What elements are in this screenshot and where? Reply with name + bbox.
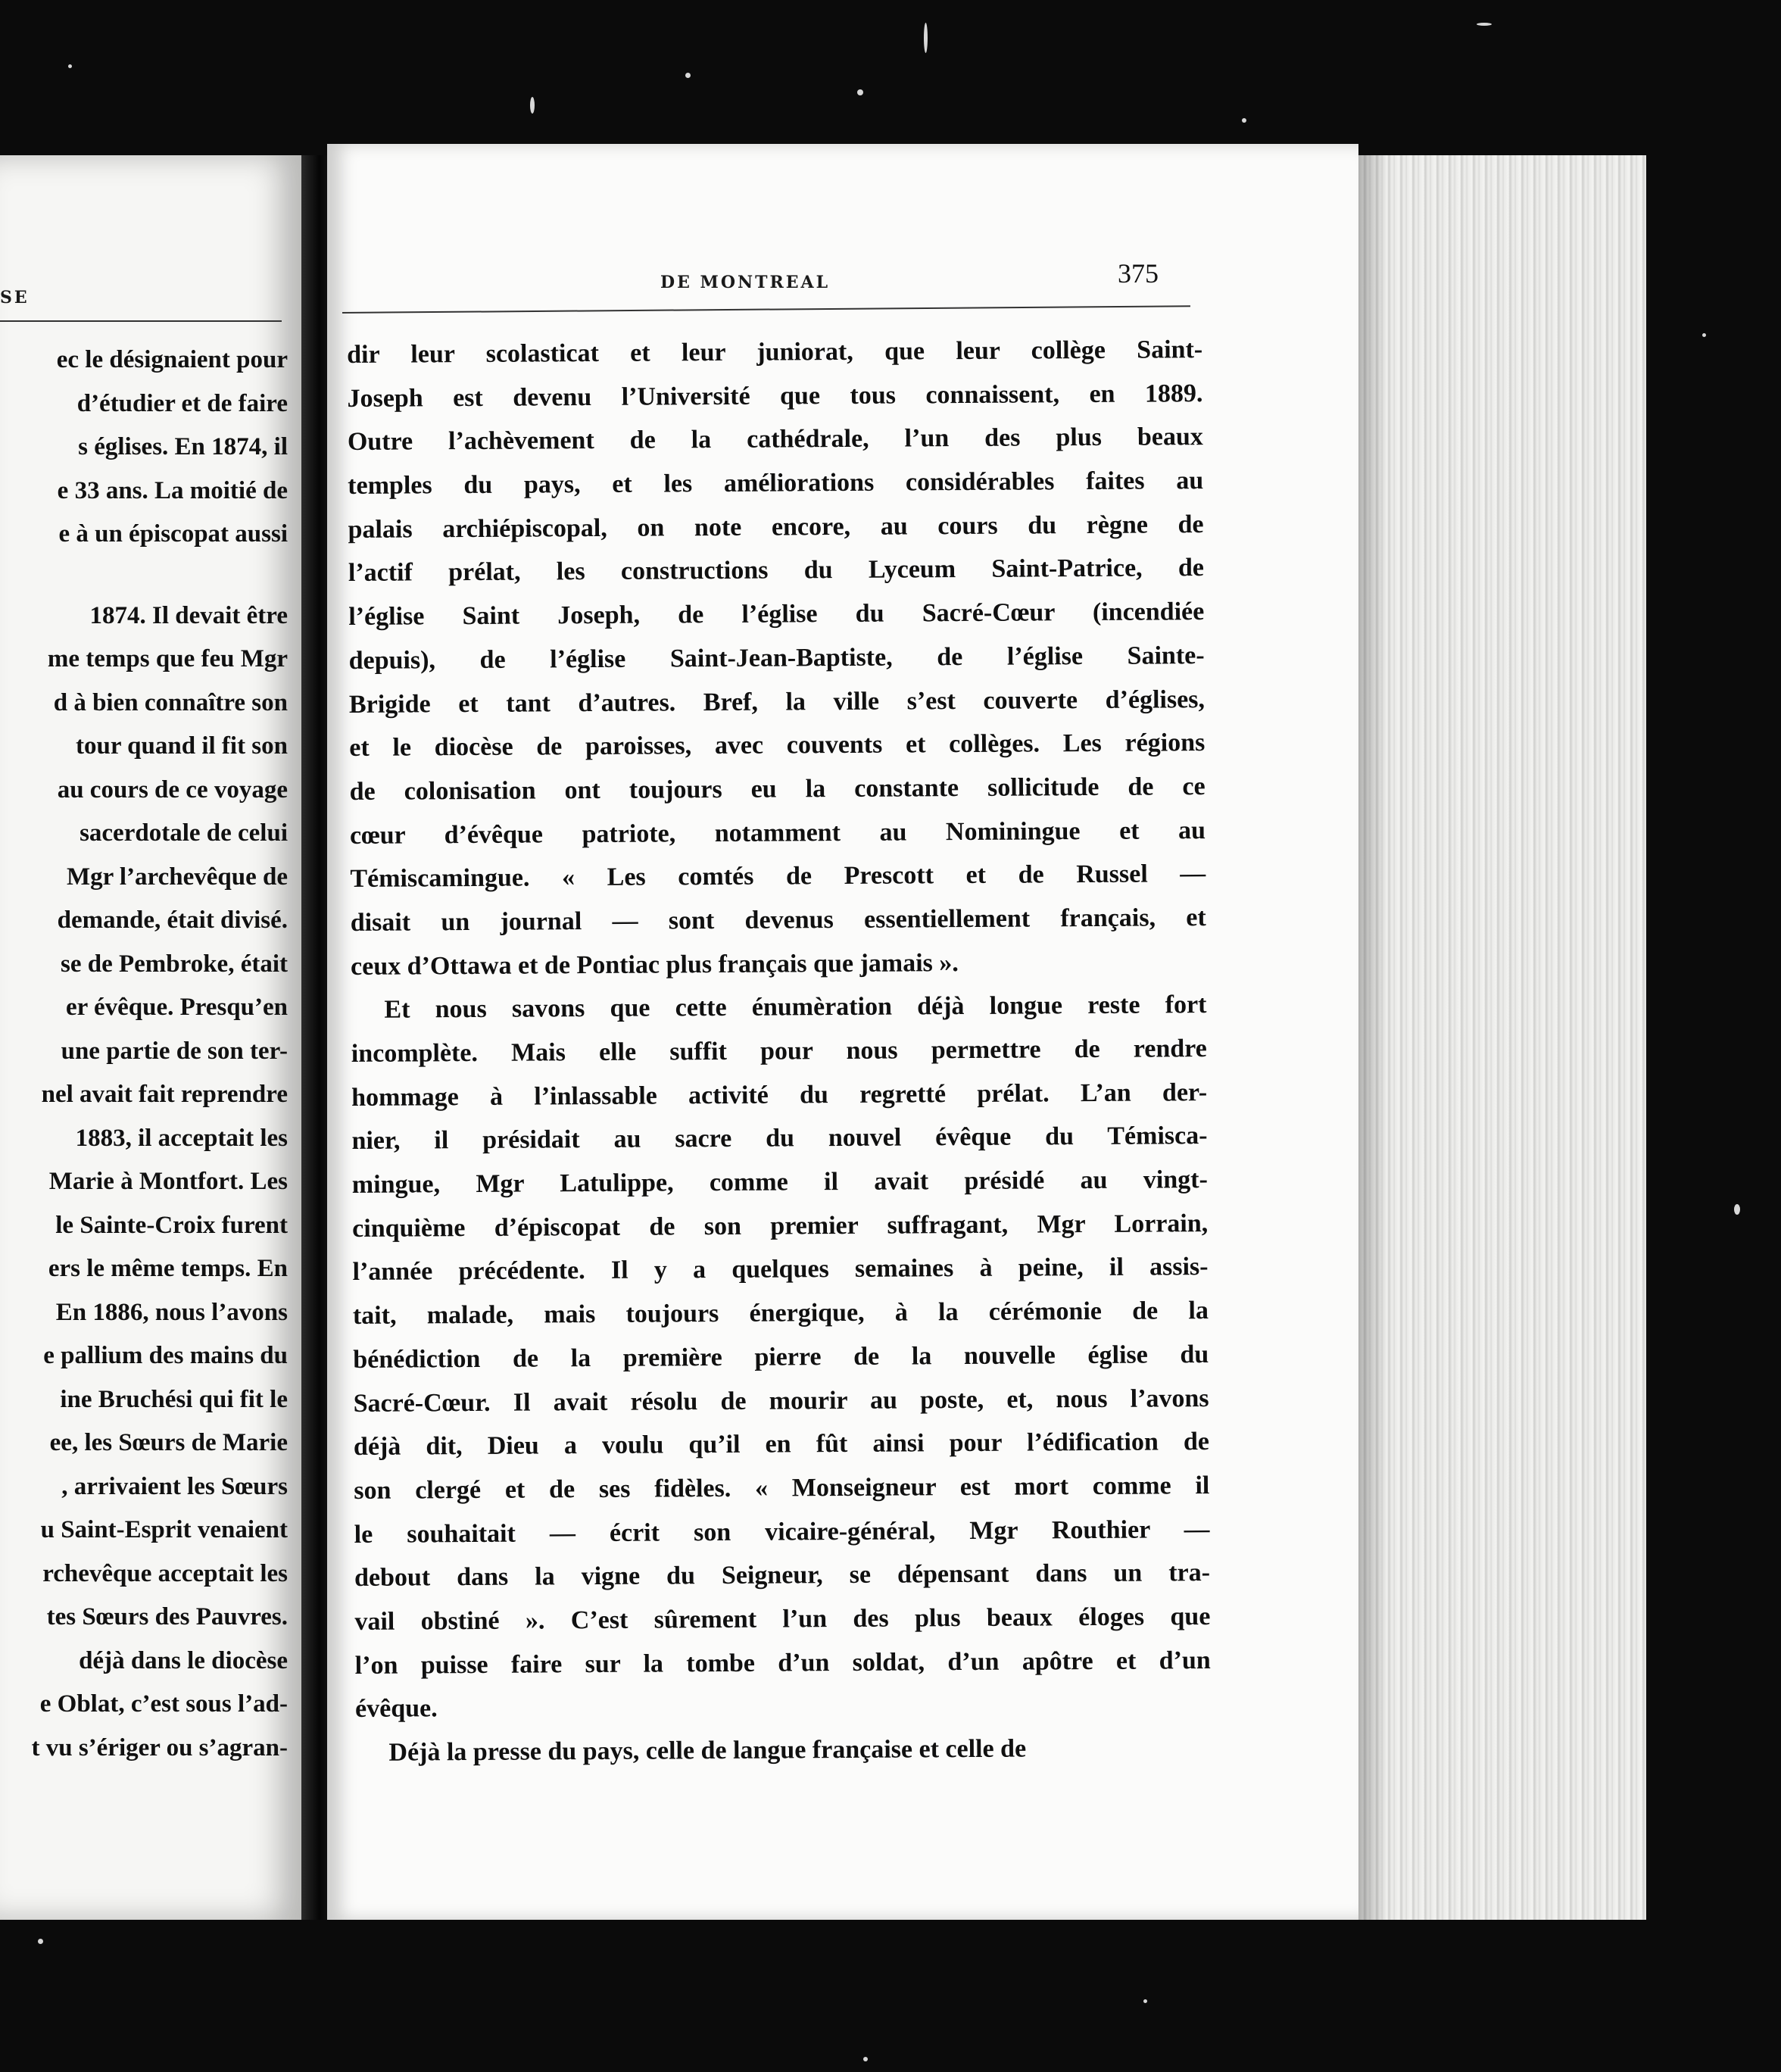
left-text-line: , arrivaient les Sœurs: [61, 1472, 288, 1500]
left-text-line: ine Bruchési qui fit le: [60, 1385, 288, 1413]
text-line: tait, malade, mais toujours énergique, à la cérémonie de la: [352, 1297, 1209, 1331]
left-text-line: ers le même temps. En: [48, 1255, 288, 1282]
page-number: 375: [1118, 258, 1159, 289]
left-text-line: demande, était divisé.: [57, 906, 288, 934]
dust-speck: [685, 73, 691, 78]
text-line: dir leur scolasticat et leur juniorat, que leur collège Saint-: [347, 335, 1203, 369]
dust-speck: [1477, 23, 1492, 26]
text-line: depuis), de l’église Saint-Jean-Baptiste, de l’église Sainte-: [348, 641, 1205, 675]
running-title: DE MONTREAL: [660, 273, 831, 292]
left-text-line: t vu s’ériger ou s’agran-: [31, 1733, 288, 1762]
text-line: vail obstiné ». C’est sûrement l’un des plus beaux éloges que: [354, 1602, 1211, 1636]
left-text-line: me temps que feu Mgr: [47, 645, 288, 672]
left-text-line: e pallium des mains du: [43, 1342, 288, 1369]
text-line: l’on puisse faire sur la tombe d’un soldat, d’un apôtre et d’un: [354, 1646, 1211, 1680]
text-line: disait un journal — sont devenus essentiellement français, et: [350, 903, 1206, 937]
running-head: [327, 257, 1358, 303]
dust-speck: [1143, 1999, 1147, 2003]
book-page-edges: [1358, 155, 1646, 1920]
text-line: l’actif prélat, les constructions du Lyceum Saint-Patrice, de: [348, 554, 1205, 588]
left-text-line: tes Sœurs des Pauvres.: [46, 1603, 288, 1630]
left-text-line: au cours de ce voyage: [57, 775, 288, 804]
text-line: nier, il présidait au sacre du nouvel évêque du Témisca-: [351, 1122, 1208, 1156]
page-edge-shadow: [1358, 155, 1389, 1920]
left-text-line: e Oblat, c’est sous l’ad-: [39, 1690, 288, 1718]
left-text-line: u Saint-Esprit venaient: [40, 1516, 288, 1543]
text-line: temples du pays, et les améliorations considérables faites au: [348, 467, 1204, 501]
text-line: debout dans la vigne du Seigneur, se dépensant dans un tra-: [354, 1559, 1211, 1593]
left-header-rule: [0, 320, 282, 322]
left-text-line: se de Pembroke, était: [61, 950, 288, 978]
left-text-line: rchevêque acceptait les: [42, 1559, 288, 1587]
text-line-paragraph-start: Déjà la presse du pays, celle de langue française et celle de: [388, 1734, 1027, 1767]
text-line: palais archiépiscopal, on note encore, au cours du règne de: [348, 510, 1204, 544]
left-text-line: d à bien connaître son: [53, 688, 288, 716]
dust-speck: [1242, 118, 1246, 123]
left-text-line: Mgr l’archevêque de: [66, 863, 288, 891]
left-running-head: [0, 280, 303, 326]
left-text-line: 1883, il acceptait les: [75, 1124, 288, 1152]
right-page: [327, 144, 1358, 1920]
left-text-line: le Sainte-Croix furent: [55, 1211, 288, 1239]
text-line: cinquième d’épiscopat de son premier suffragant, Mgr Lorrain,: [352, 1209, 1209, 1243]
text-line-paragraph-start: Et nous savons que cette énumèration déjà longue reste fort: [384, 991, 1207, 1025]
text-line-paragraph-end: évêque.: [354, 1694, 438, 1724]
text-line: Brigide et tant d’autres. Bref, la ville s’est couverte d’églises,: [348, 685, 1206, 719]
text-line: et le diocèse de paroisses, avec couvents et collèges. Les régions: [349, 729, 1206, 763]
dust-speck: [530, 97, 535, 114]
body-text: [347, 328, 1212, 1775]
text-line: le souhaitait — écrit son vicaire-général, Mgr Routhier —: [354, 1515, 1210, 1549]
dust-speck: [38, 1939, 43, 1944]
left-text-line: er évêque. Presqu’en: [66, 994, 288, 1021]
left-paragraph-gap: [0, 557, 288, 594]
left-text-line: nel avait fait reprendre: [41, 1081, 288, 1108]
text-line: cœur d’évêque patriote, notamment au Nominingue et au: [349, 816, 1206, 850]
text-line: Témiscamingue. « Les comtés de Prescott et de Russel —: [350, 860, 1206, 894]
text-line: incomplète. Mais elle suffit pour nous permettre de rendre: [351, 1034, 1207, 1068]
left-text-line: e à un épiscopat aussi: [58, 520, 288, 548]
text-line: l’année précédente. Il y a quelques semaines à peine, il assis-: [352, 1253, 1209, 1287]
left-text-line: sacerdotale de celui: [80, 819, 288, 847]
left-text-line: Marie à Montfort. Les: [48, 1168, 288, 1195]
left-text-line: En 1886, nous l’avons: [55, 1298, 288, 1326]
left-text-line: déjà dans le diocèse: [79, 1646, 288, 1674]
dust-speck: [863, 2057, 868, 2061]
left-text-line: une partie de son ter-: [61, 1037, 288, 1065]
dust-speck: [68, 64, 72, 68]
text-line: Sacré-Cœur. Il avait résolu de mourir au poste, et, nous l’avons: [353, 1384, 1209, 1418]
left-running-head-text: SE: [0, 288, 30, 307]
left-text-line: ee, les Sœurs de Marie: [49, 1429, 288, 1456]
text-line: mingue, Mgr Latulippe, comme il avait présidé au vingt-: [351, 1166, 1208, 1200]
left-text-line: s églises. En 1874, il: [78, 433, 288, 460]
left-text-line: ec le désignaient pour: [56, 346, 288, 373]
text-line-paragraph-end: ceux d’Ottawa et de Pontiac plus français que jamais ».: [350, 948, 959, 981]
text-line: bénédiction de la première pierre de la nouvelle église du: [353, 1340, 1209, 1374]
left-page: [0, 155, 303, 1920]
text-line: Outre l’achèvement de la cathédrale, l’un des plus beaux: [347, 423, 1203, 457]
text-line: Joseph est devenu l’Université que tous connaissent, en 1889.: [347, 379, 1203, 413]
header-rule: [342, 305, 1190, 314]
dust-speck: [857, 89, 863, 95]
left-page-text: [0, 339, 288, 1770]
dust-speck: [1702, 333, 1706, 337]
left-text-line: d’étudier et de faire: [76, 389, 288, 417]
left-text-line: e 33 ans. La moitié de: [57, 476, 288, 504]
text-line: déjà dit, Dieu a voulu qu’il en fût ainsi pour l’édification de: [353, 1428, 1210, 1462]
text-line: hommage à l’inlassable activité du regretté prélat. L’an der-: [351, 1078, 1208, 1112]
left-text-line: 1874. Il devait être: [89, 601, 288, 629]
text-line: son clergé et de ses fidèles. « Monseigneur est mort comme il: [354, 1471, 1210, 1505]
text-line: l’église Saint Joseph, de l’église du Sacré-Cœur (incendiée: [348, 598, 1205, 632]
text-line: de colonisation ont toujours eu la constante sollicitude de ce: [349, 772, 1206, 806]
dust-speck: [924, 23, 928, 53]
dust-speck: [1734, 1204, 1740, 1215]
left-text-line: tour quand il fit son: [76, 732, 288, 760]
